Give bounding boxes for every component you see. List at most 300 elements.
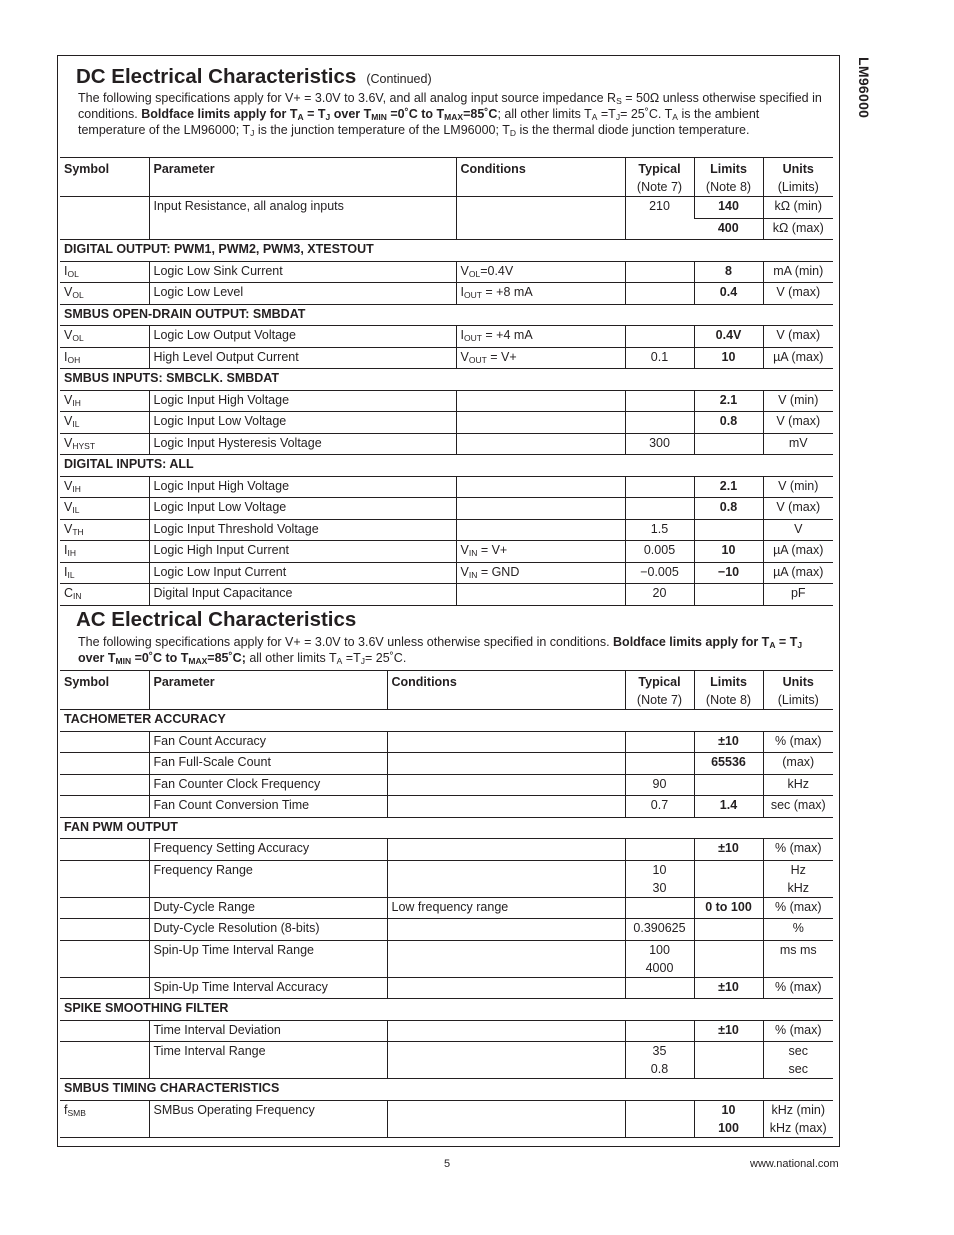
ac-intro-bold: Boldface limits apply for T — [613, 635, 770, 649]
limit-cell: 10 — [694, 541, 763, 563]
typical-cell — [625, 977, 694, 999]
limit-cell: 140 — [694, 197, 763, 219]
limit-cell — [694, 1100, 763, 1137]
unit-cell: µA (max) — [763, 562, 833, 584]
limits-note: (Note 8) — [705, 693, 752, 707]
table-row — [60, 541, 833, 563]
parameter-cell: Logic Low Sink Current — [149, 261, 456, 283]
limit-cell: 2.1 — [694, 476, 763, 498]
condition-value: = +8 mA — [481, 285, 533, 299]
limit-cell: 8 — [694, 261, 763, 283]
symbol-text: V — [64, 392, 73, 407]
symbol-cell — [60, 839, 149, 861]
limit-value: 10 — [721, 1102, 736, 1117]
parameter-cell: Duty-Cycle Range — [149, 897, 387, 919]
symbol-cell — [60, 390, 149, 412]
conditions-cell — [387, 919, 625, 941]
limit-cell: 1.4 — [694, 796, 763, 818]
limits-note: (Note 8) — [705, 180, 752, 194]
symbol-cell — [60, 519, 149, 541]
conditions-cell — [387, 753, 625, 775]
table-row — [60, 977, 833, 999]
symbol-cell — [60, 860, 149, 897]
table-row — [60, 774, 833, 796]
symbol-subscript: IH — [67, 548, 76, 558]
parameter-header: Parameter — [149, 158, 456, 197]
table-row — [60, 562, 833, 584]
symbol-text: V — [64, 328, 73, 342]
condition-subscript: OUT — [463, 333, 482, 343]
symbol-text: V — [64, 435, 73, 450]
unit-cell — [763, 860, 833, 897]
section-label: FAN PWM OUTPUT — [60, 817, 833, 839]
limit-cell — [694, 1042, 763, 1079]
typical-cell: −0.005 — [625, 562, 694, 584]
dc-intro-part: is the thermal diode junction temperature. — [515, 123, 750, 137]
unit-cell: µA (max) — [763, 541, 833, 563]
symbol-subscript: TH — [72, 526, 84, 537]
parameter-cell: Logic Low Level — [149, 283, 456, 305]
conditions-cell: Low frequency range — [387, 897, 625, 919]
parameter-cell: Frequency Setting Accuracy — [149, 839, 387, 861]
dc-section-title — [76, 65, 432, 91]
parameter-cell: Logic Low Output Voltage — [149, 326, 456, 348]
typical-cell: 300 — [625, 433, 694, 455]
unit-cell: % (max) — [763, 731, 833, 753]
table-row — [60, 519, 833, 541]
symbol-text: C — [64, 586, 74, 600]
limit-cell — [694, 774, 763, 796]
typical-value: 4000 — [645, 960, 674, 975]
limit-cell: 0.4 — [694, 283, 763, 305]
condition-value: = V+ — [477, 543, 508, 557]
unit-cell: V (min) — [763, 476, 833, 498]
limit-cell — [694, 940, 763, 977]
dc-continued-note: (Continued) — [366, 72, 432, 86]
section-row — [60, 240, 833, 262]
conditions-cell — [456, 562, 625, 584]
dc-intro-part: The following specifications apply for V+ = 3.0V to 3.6V, and all analog input source impedance R — [78, 91, 617, 105]
section-label: DIGITAL INPUTS: ALL — [60, 455, 833, 477]
conditions-cell — [456, 433, 625, 455]
limit-cell: −10 — [694, 562, 763, 584]
typical-label: Typical — [638, 675, 681, 689]
table-row — [60, 197, 833, 219]
conditions-cell — [456, 390, 625, 412]
unit-cell: mV — [763, 433, 833, 455]
conditions-cell — [387, 1042, 625, 1079]
symbol-text: I — [64, 564, 68, 579]
typical-cell — [625, 753, 694, 775]
conditions-cell — [387, 977, 625, 999]
symbol-text: I — [64, 543, 68, 557]
parameter-cell: Logic Input High Voltage — [149, 476, 456, 498]
limits-header — [694, 671, 763, 710]
limit-cell: 0.8 — [694, 498, 763, 520]
conditions-cell — [456, 283, 625, 305]
unit-cell: % — [763, 919, 833, 941]
footer-url: www.national.com — [750, 1158, 839, 1170]
conditions-cell — [456, 326, 625, 348]
symbol-cell — [60, 584, 149, 606]
typical-cell: 210 — [625, 197, 694, 240]
conditions-cell — [456, 476, 625, 498]
condition-symbol: V — [460, 263, 469, 278]
symbol-subscript: SMB — [67, 1107, 86, 1118]
symbol-text: I — [64, 349, 68, 364]
parameter-cell: SMBus Operating Frequency — [149, 1100, 387, 1137]
limit-cell: 65536 — [694, 753, 763, 775]
unit-cell: V (max) — [763, 498, 833, 520]
conditions-cell — [456, 412, 625, 434]
symbol-header: Symbol — [60, 671, 149, 710]
table-row — [60, 753, 833, 775]
symbol-subscript: OL — [72, 333, 84, 343]
typical-note: (Note 7) — [636, 180, 683, 194]
section-row — [60, 455, 833, 477]
conditions-cell — [387, 1020, 625, 1042]
symbol-subscript: HYST — [72, 440, 96, 451]
symbol-cell — [60, 433, 149, 455]
units-note: (Limits) — [777, 693, 819, 707]
table-row — [60, 796, 833, 818]
typical-cell — [625, 897, 694, 919]
parameter-cell: Logic Input High Voltage — [149, 390, 456, 412]
typical-cell: 1.5 — [625, 519, 694, 541]
unit-value: kHz (min) — [771, 1102, 825, 1117]
symbol-text: V — [64, 414, 73, 428]
conditions-cell — [456, 498, 625, 520]
units-header — [763, 158, 833, 197]
parameter-cell: Fan Count Accuracy — [149, 731, 387, 753]
parameter-cell: Time Interval Range — [149, 1042, 387, 1079]
table-row — [60, 1020, 833, 1042]
parameter-cell: Fan Counter Clock Frequency — [149, 774, 387, 796]
conditions-cell — [387, 774, 625, 796]
condition-subscript: OL — [468, 268, 481, 279]
unit-cell: V (max) — [763, 283, 833, 305]
parameter-cell: Time Interval Deviation — [149, 1020, 387, 1042]
limit-cell — [694, 519, 763, 541]
table-row — [60, 731, 833, 753]
unit-cell: % (max) — [763, 839, 833, 861]
condition-subscript: IN — [468, 569, 478, 580]
section-label: SPIKE SMOOTHING FILTER — [60, 999, 833, 1021]
parameter-cell: High Level Output Current — [149, 347, 456, 369]
section-row — [60, 304, 833, 326]
unit-cell — [763, 1042, 833, 1079]
symbol-subscript: OH — [67, 354, 81, 365]
dc-intro-part: = 50Ω unless otherwise specified in conditions. — [78, 91, 822, 121]
typical-cell — [625, 283, 694, 305]
section-label: SMBUS INPUTS: SMBCLK. SMBDAT — [60, 369, 833, 391]
section-label: DIGITAL OUTPUT: PWM1, PWM2, PWM3, XTESTOUT — [60, 240, 833, 262]
typical-value: 100 — [649, 942, 670, 957]
unit-value: kHz (max) — [769, 1120, 827, 1135]
units-header — [763, 671, 833, 710]
conditions-cell — [456, 541, 625, 563]
unit-cell: (max) — [763, 753, 833, 775]
conditions-cell — [456, 261, 625, 283]
units-label: Units — [782, 162, 814, 176]
parameter-cell: Logic Input Threshold Voltage — [149, 519, 456, 541]
typical-cell — [625, 390, 694, 412]
typical-note: (Note 7) — [636, 693, 683, 707]
typical-cell: 20 — [625, 584, 694, 606]
symbol-text: I — [64, 263, 68, 278]
table-row — [60, 433, 833, 455]
parameter-cell: Fan Full-Scale Count — [149, 753, 387, 775]
dc-title-text: DC Electrical Characteristics — [76, 65, 357, 88]
section-row — [60, 817, 833, 839]
section-row — [60, 369, 833, 391]
symbol-cell — [60, 197, 149, 240]
dc-intro-part: is the junction temperature of the LM96000; T — [254, 123, 510, 137]
condition-symbol: I — [460, 328, 464, 342]
typical-header — [625, 671, 694, 710]
unit-cell: V (min) — [763, 390, 833, 412]
units-note: (Limits) — [777, 180, 819, 194]
condition-value: = GND — [477, 564, 520, 579]
typical-cell — [625, 731, 694, 753]
dc-intro-part: is the ambient temperature of the LM96000; T — [78, 107, 760, 137]
typical-value: 0.8 — [650, 1062, 669, 1076]
unit-cell: V (max) — [763, 412, 833, 434]
parameter-cell: Fan Count Conversion Time — [149, 796, 387, 818]
symbol-text: V — [64, 521, 73, 536]
unit-cell: V — [763, 519, 833, 541]
unit-cell — [763, 1100, 833, 1137]
conditions-cell — [387, 839, 625, 861]
condition-value: =0.4V — [480, 263, 514, 278]
limit-cell: 0 to 100 — [694, 897, 763, 919]
typical-cell — [625, 1042, 694, 1079]
conditions-cell — [387, 731, 625, 753]
conditions-cell — [387, 1100, 625, 1137]
table-row — [60, 584, 833, 606]
limit-cell: 0.8 — [694, 412, 763, 434]
units-label: Units — [782, 675, 814, 689]
table-row — [60, 1042, 833, 1079]
limit-cell: 10 — [694, 347, 763, 369]
parameter-cell: Input Resistance, all analog inputs — [149, 197, 456, 240]
conditions-cell — [456, 584, 625, 606]
ac-characteristics-table — [60, 670, 833, 1138]
limit-cell — [694, 433, 763, 455]
parameter-cell: Frequency Range — [149, 860, 387, 897]
parameter-cell: Duty-Cycle Resolution (8-bits) — [149, 919, 387, 941]
symbol-cell — [60, 1020, 149, 1042]
symbol-cell — [60, 774, 149, 796]
symbol-cell — [60, 326, 149, 348]
symbol-cell — [60, 897, 149, 919]
unit-cell: kΩ (max) — [763, 218, 833, 240]
unit-value: Hz — [790, 862, 806, 877]
table-row — [60, 897, 833, 919]
typical-cell — [625, 839, 694, 861]
symbol-subscript: IL — [72, 419, 80, 429]
unit-cell: ms ms — [763, 940, 833, 977]
conditions-cell — [387, 796, 625, 818]
symbol-subscript: IN — [73, 591, 82, 601]
unit-value: sec — [788, 1044, 808, 1058]
symbol-cell — [60, 261, 149, 283]
limit-value: 100 — [718, 1120, 739, 1135]
limit-cell — [694, 919, 763, 941]
conditions-header: Conditions — [387, 671, 625, 710]
symbol-header: Symbol — [60, 158, 149, 197]
unit-cell: kHz — [763, 774, 833, 796]
typical-value: 10 — [652, 862, 667, 877]
typical-cell: 90 — [625, 774, 694, 796]
symbol-cell — [60, 562, 149, 584]
symbol-cell — [60, 541, 149, 563]
typical-cell — [625, 498, 694, 520]
dc-intro-bold: Boldface limits apply for T — [141, 107, 298, 121]
symbol-subscript: OL — [72, 290, 84, 300]
limit-cell: 2.1 — [694, 390, 763, 412]
table-row — [60, 347, 833, 369]
symbol-cell — [60, 919, 149, 941]
parameter-cell: Logic Input Hysteresis Voltage — [149, 433, 456, 455]
symbol-cell — [60, 283, 149, 305]
dc-intro-text: The following specifications apply for V+ = 3.0V to 3.6V, and all analog input source impedance $R_S = 50\Omega$ unless otherwise specified in conditions. Boldface limits apply for $T_A = T_J$ over $T_{MIN}$ =0˚C to $T_{MAX}=85˚C$; all other limits $T_A =T_J=$ 25˚C. $T_A$ is the ambient temperature of the LM96000; $T_J$ is the junction temperature of the LM96000; $T_D$ is the thermal diode junction temperature. — [78, 91, 822, 138]
unit-cell: pF — [763, 584, 833, 606]
parameter-cell: Logic Input Low Voltage — [149, 498, 456, 520]
symbol-cell — [60, 731, 149, 753]
condition-symbol: I — [460, 285, 464, 299]
section-row — [60, 1079, 833, 1101]
conditions-cell — [387, 860, 625, 897]
table-row — [60, 498, 833, 520]
typical-header — [625, 158, 694, 197]
table-header-row — [60, 158, 833, 197]
symbol-cell — [60, 412, 149, 434]
unit-cell: % (max) — [763, 897, 833, 919]
typical-cell: 0.390625 — [625, 919, 694, 941]
symbol-subscript: IL — [67, 569, 75, 580]
table-row — [60, 326, 833, 348]
typical-cell — [625, 326, 694, 348]
unit-value: kHz — [787, 880, 810, 895]
typical-cell — [625, 412, 694, 434]
typical-cell: 0.7 — [625, 796, 694, 818]
section-label: SMBUS OPEN-DRAIN OUTPUT: SMBDAT — [60, 304, 833, 326]
unit-cell: % (max) — [763, 1020, 833, 1042]
symbol-cell — [60, 796, 149, 818]
limit-cell: ±10 — [694, 839, 763, 861]
parameter-cell: Spin-Up Time Interval Range — [149, 940, 387, 977]
unit-cell: mA (min) — [763, 261, 833, 283]
ac-section-title: AC Electrical Characteristics — [76, 608, 357, 631]
symbol-subscript: IH — [72, 483, 81, 494]
unit-value: sec — [788, 1062, 808, 1076]
symbol-subscript: IH — [72, 397, 81, 408]
symbol-cell — [60, 498, 149, 520]
table-row — [60, 940, 833, 977]
table-row — [60, 919, 833, 941]
typical-cell — [625, 1100, 694, 1137]
ac-intro-text: The following specifications apply for V+ = 3.0V to 3.6V unless otherwise specified in conditions. Boldface limits apply for $T_A = T_J$ over $T_{MIN}$ =0˚C to $T_{MAX}=85˚C$; all other limits $T_A =T_J=$ 25˚C. — [78, 635, 803, 666]
condition-subscript: IN — [468, 548, 478, 558]
condition-symbol: V — [460, 543, 469, 557]
condition-subscript: OUT — [468, 354, 487, 365]
symbol-text: V — [64, 500, 73, 514]
table-row — [60, 283, 833, 305]
parameter-cell: Logic High Input Current — [149, 541, 456, 563]
table-row — [60, 390, 833, 412]
symbol-cell — [60, 1100, 149, 1137]
dc-intro-part: ; all other limits T — [497, 107, 592, 121]
typical-cell — [625, 940, 694, 977]
typical-cell — [625, 1020, 694, 1042]
condition-value: = V+ — [486, 349, 517, 364]
conditions-cell — [456, 519, 625, 541]
parameter-cell: Logic Low Input Current — [149, 562, 456, 584]
typical-cell: 0.005 — [625, 541, 694, 563]
parameter-cell: Logic Input Low Voltage — [149, 412, 456, 434]
condition-symbol: V — [460, 564, 469, 579]
page-number: 5 — [444, 1158, 451, 1170]
table-row — [60, 476, 833, 498]
parameter-cell: Spin-Up Time Interval Accuracy — [149, 977, 387, 999]
table-row — [60, 261, 833, 283]
parameter-cell: Digital Input Capacitance — [149, 584, 456, 606]
limit-cell: ±10 — [694, 977, 763, 999]
limit-cell: 400 — [694, 218, 763, 240]
typical-value: 35 — [652, 1044, 667, 1058]
limit-cell: ±10 — [694, 1020, 763, 1042]
table-row — [60, 839, 833, 861]
part-number-side-label: LM96000 — [856, 57, 872, 119]
limit-cell — [694, 860, 763, 897]
symbol-text: V — [64, 285, 73, 299]
typical-cell — [625, 261, 694, 283]
symbol-cell — [60, 347, 149, 369]
parameter-header: Parameter — [149, 671, 387, 710]
symbol-cell — [60, 1042, 149, 1079]
symbol-text: V — [64, 478, 73, 493]
symbol-cell — [60, 977, 149, 999]
limit-cell: ±10 — [694, 731, 763, 753]
symbol-subscript: IL — [72, 505, 80, 515]
section-row — [60, 999, 833, 1021]
typical-cell — [625, 860, 694, 897]
dc-characteristics-table — [60, 157, 833, 606]
typical-cell — [625, 476, 694, 498]
unit-cell: µA (max) — [763, 347, 833, 369]
limits-header — [694, 158, 763, 197]
section-row — [60, 710, 833, 732]
conditions-cell — [456, 197, 625, 240]
condition-symbol: V — [460, 349, 469, 364]
typical-cell: 0.1 — [625, 347, 694, 369]
unit-cell: % (max) — [763, 977, 833, 999]
table-row — [60, 1100, 833, 1137]
limit-cell — [694, 584, 763, 606]
unit-cell: kΩ (min) — [763, 197, 833, 219]
symbol-cell — [60, 753, 149, 775]
conditions-header: Conditions — [456, 158, 625, 197]
condition-value: = +4 mA — [481, 328, 533, 342]
symbol-cell — [60, 940, 149, 977]
condition-subscript: OUT — [463, 290, 482, 300]
ac-intro-part: The following specifications apply for V+ = 3.0V to 3.6V unless otherwise specified in conditions. — [78, 635, 614, 649]
table-row — [60, 412, 833, 434]
typical-label: Typical — [638, 162, 681, 176]
table-row — [60, 860, 833, 897]
section-label: SMBUS TIMING CHARACTERISTICS — [60, 1079, 833, 1101]
